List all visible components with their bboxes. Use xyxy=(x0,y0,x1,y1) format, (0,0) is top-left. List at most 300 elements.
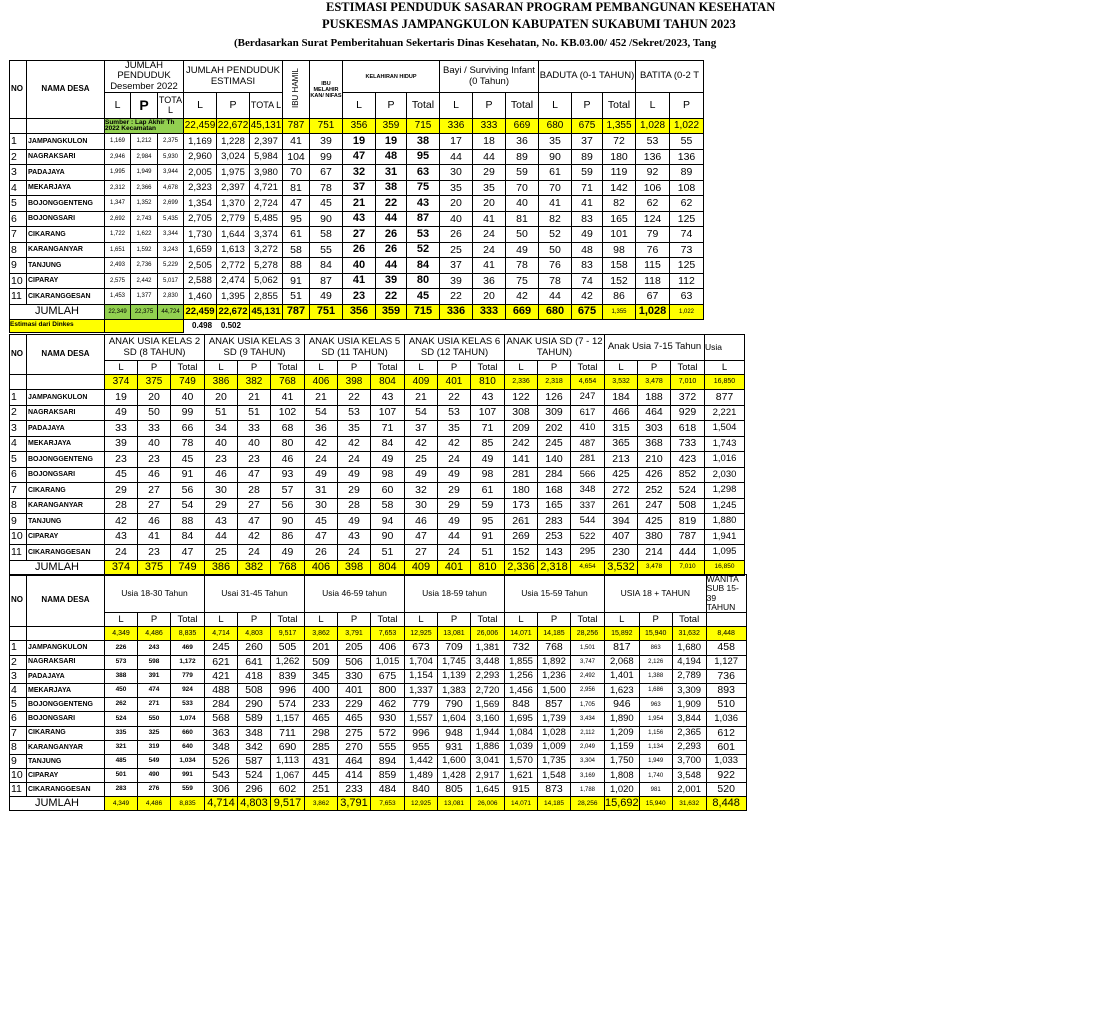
data-cell: 47 xyxy=(343,149,376,165)
data-cell: 308 xyxy=(505,405,538,421)
row-number: 10 xyxy=(10,529,27,545)
data-cell: 368 xyxy=(638,436,671,452)
sub-header: P xyxy=(639,613,672,627)
sub-header: P xyxy=(438,613,471,627)
col-group-4: ANAK USIA SD (7 - 12 TAHUN) xyxy=(505,335,605,361)
row-number: 4 xyxy=(10,180,27,196)
table-row xyxy=(10,405,745,421)
data-cell: 1,909 xyxy=(672,698,706,712)
data-cell: 587 xyxy=(238,754,271,768)
data-cell: 5,435 xyxy=(158,211,184,227)
data-cell: 1,428 xyxy=(438,769,471,783)
data-cell: 47 xyxy=(283,196,310,212)
jumlah-cell: 359 xyxy=(376,304,407,319)
data-cell: 24 xyxy=(473,242,506,258)
data-cell: 550 xyxy=(138,712,171,726)
table-row xyxy=(10,390,745,406)
jumlah-cell: 680 xyxy=(539,304,572,319)
data-cell: 464 xyxy=(338,754,371,768)
data-cell: 90 xyxy=(371,529,405,545)
data-cell: 445 xyxy=(305,769,338,783)
data-cell: 295 xyxy=(571,545,605,561)
sub-total: Total xyxy=(603,93,636,119)
data-cell: 43 xyxy=(338,529,371,545)
sub-l: L xyxy=(105,93,131,119)
col-group-1: ANAK USIA KELAS 3 SD (9 TAHUN) xyxy=(205,335,305,361)
data-cell: 35 xyxy=(539,134,572,150)
col-group-0: Usia 18-30 Tahun xyxy=(105,575,205,613)
sub-p: P xyxy=(670,93,704,119)
row-number: 5 xyxy=(10,452,27,468)
sub-header: L xyxy=(405,361,438,375)
jumlah-cell: 22,459 xyxy=(184,304,217,319)
data-cell: 281 xyxy=(505,467,538,483)
jumlah-cell: 1,355 xyxy=(603,304,636,319)
data-cell: 59 xyxy=(572,165,603,181)
data-cell: 276 xyxy=(138,783,171,797)
desa-name: MEKARJAYA xyxy=(27,436,105,452)
data-cell: 24 xyxy=(105,545,138,561)
data-cell: 251 xyxy=(305,783,338,797)
jumlah-label: JUMLAH xyxy=(10,560,105,575)
sub-header: P xyxy=(138,361,171,375)
data-cell: 5,229 xyxy=(158,258,184,274)
data-cell: 36 xyxy=(305,421,338,437)
data-cell: 1,743 xyxy=(705,436,745,452)
data-cell: 1,740 xyxy=(639,769,672,783)
data-cell: 2,917 xyxy=(471,769,505,783)
data-cell: 24 xyxy=(338,545,371,561)
data-cell: 779 xyxy=(405,698,438,712)
data-cell: 88 xyxy=(283,258,310,274)
data-cell: 1,154 xyxy=(405,669,438,683)
data-cell: 20 xyxy=(205,390,238,406)
data-cell: 283 xyxy=(105,783,138,797)
data-cell: 72 xyxy=(603,134,636,150)
table-row xyxy=(10,655,747,669)
data-cell: 924 xyxy=(171,683,205,697)
data-cell: 2,984 xyxy=(131,149,158,165)
data-cell: 524 xyxy=(105,712,138,726)
data-cell: 3,548 xyxy=(672,769,706,783)
title-line-3: (Berdasarkan Surat Pemberitahuan Sekertaris Dinas Kesehatan, No. KB.03.00/ 452 /Sekret/2023, Tang xyxy=(234,37,717,49)
data-cell: 39 xyxy=(440,273,473,289)
top-total-cell: 4,654 xyxy=(571,375,605,390)
data-cell: 40 xyxy=(138,436,171,452)
data-cell: 43 xyxy=(343,211,376,227)
data-cell: 462 xyxy=(371,698,405,712)
data-cell: 24 xyxy=(305,452,338,468)
data-cell: 233 xyxy=(338,783,371,797)
data-cell: 1,750 xyxy=(605,754,640,768)
data-cell: 20 xyxy=(138,390,171,406)
sub-p: P xyxy=(131,93,158,119)
data-cell: 450 xyxy=(105,683,138,697)
row-number: 9 xyxy=(10,258,27,274)
top-total-cell: 2,336 xyxy=(505,375,538,390)
table-row xyxy=(10,783,747,797)
data-cell: 2,375 xyxy=(158,134,184,150)
data-cell: 30 xyxy=(440,165,473,181)
data-cell: 488 xyxy=(205,683,238,697)
table-row xyxy=(10,180,704,196)
data-cell: 49 xyxy=(471,452,505,468)
data-cell: 30 xyxy=(205,483,238,499)
data-cell: 261 xyxy=(505,514,538,530)
data-cell: 284 xyxy=(538,467,571,483)
top-total-cell: 768 xyxy=(271,375,305,390)
data-cell: 1,212 xyxy=(131,134,158,150)
data-cell: 165 xyxy=(538,498,571,514)
data-cell: 45 xyxy=(407,289,440,305)
data-cell: 290 xyxy=(238,698,271,712)
data-cell: 98 xyxy=(371,467,405,483)
data-cell: 484 xyxy=(371,783,405,797)
data-cell: 1,745 xyxy=(438,655,471,669)
data-cell: 55 xyxy=(310,242,343,258)
data-cell: 2,397 xyxy=(217,180,250,196)
top-total-cell: 386 xyxy=(205,375,238,390)
data-cell: 23 xyxy=(238,452,271,468)
data-cell: 423 xyxy=(671,452,705,468)
data-cell: 981 xyxy=(639,783,672,797)
data-cell: 1,613 xyxy=(217,242,250,258)
table-row xyxy=(10,467,745,483)
data-cell: 44 xyxy=(440,149,473,165)
data-cell: 2,293 xyxy=(471,669,505,683)
data-cell: 33 xyxy=(138,421,171,437)
data-cell: 1,337 xyxy=(405,683,438,697)
row-number: 6 xyxy=(10,467,27,483)
data-cell: 41 xyxy=(473,211,506,227)
table-row xyxy=(10,421,745,437)
data-cell: 5,984 xyxy=(250,149,283,165)
data-cell: 1,886 xyxy=(471,740,505,754)
data-cell: 70 xyxy=(539,180,572,196)
data-cell: 863 xyxy=(639,641,672,655)
data-cell: 915 xyxy=(505,783,538,797)
data-cell: 425 xyxy=(605,467,638,483)
data-cell: 44 xyxy=(473,149,506,165)
jumlah-cell: 409 xyxy=(405,560,438,575)
top-total-cell: 3,862 xyxy=(305,627,338,641)
data-cell: 1,383 xyxy=(438,683,471,697)
data-cell: 28 xyxy=(238,483,271,499)
table-row xyxy=(10,669,747,683)
col-penduduk-estimasi: JUMLAH PENDUDUK ESTIMASI xyxy=(184,61,283,93)
sub-header: P xyxy=(238,613,271,627)
data-cell: 3,374 xyxy=(250,227,283,243)
data-cell: 226 xyxy=(105,641,138,655)
jumlah-cell: 356 xyxy=(343,304,376,319)
data-cell: 271 xyxy=(138,698,171,712)
data-cell: 260 xyxy=(238,641,271,655)
data-cell: 47 xyxy=(238,514,271,530)
data-cell: 21 xyxy=(305,390,338,406)
data-cell: 602 xyxy=(271,783,305,797)
data-cell: 3,944 xyxy=(158,165,184,181)
data-cell: 275 xyxy=(338,726,371,740)
sub-header: Total xyxy=(171,361,205,375)
data-cell: 44 xyxy=(376,211,407,227)
data-cell: 205 xyxy=(338,641,371,655)
data-cell: 372 xyxy=(671,390,705,406)
data-cell: 2,720 xyxy=(471,683,505,697)
data-cell: 2,312 xyxy=(105,180,131,196)
sub-header: Total xyxy=(571,361,605,375)
col-group-6: WANITA SUB 15-39 TAHUN xyxy=(706,575,746,613)
jumlah-cell: 26,006 xyxy=(471,797,505,811)
data-cell: 25 xyxy=(405,452,438,468)
data-cell: 1,036 xyxy=(706,712,746,726)
desa-name: NAGRAKSARI xyxy=(27,405,105,421)
data-cell: 768 xyxy=(538,641,571,655)
jumlah-cell: 22,672 xyxy=(217,304,250,319)
data-cell: 136 xyxy=(636,149,670,165)
col-nama-desa: NAMA DESA xyxy=(27,61,105,119)
data-cell: 779 xyxy=(171,669,205,683)
jumlah-cell: 1,022 xyxy=(670,304,704,319)
sub-header: L xyxy=(605,361,638,375)
data-cell: 90 xyxy=(310,211,343,227)
data-cell: 47 xyxy=(171,545,205,561)
data-cell: 60 xyxy=(371,483,405,499)
data-cell: 76 xyxy=(539,258,572,274)
jumlah-cell: 749 xyxy=(171,560,205,575)
desa-name: BOJONGSARI xyxy=(27,467,105,483)
row-number: 6 xyxy=(10,712,27,726)
data-cell: 2,493 xyxy=(105,258,131,274)
row-number: 11 xyxy=(10,545,27,561)
data-cell: 1,722 xyxy=(105,227,131,243)
data-cell: 67 xyxy=(636,289,670,305)
data-cell: 22 xyxy=(376,289,407,305)
data-cell: 92 xyxy=(636,165,670,181)
table-row xyxy=(10,769,747,783)
data-cell: 337 xyxy=(571,498,605,514)
jumlah-cell: 669 xyxy=(506,304,539,319)
data-cell: 32 xyxy=(405,483,438,499)
data-cell: 51 xyxy=(205,405,238,421)
table-row xyxy=(10,514,745,530)
data-cell: 1,892 xyxy=(538,655,571,669)
jumlah-cell: 16,850 xyxy=(705,560,745,575)
desa-name: CIKARANGGESAN xyxy=(27,545,105,561)
data-cell: 522 xyxy=(571,529,605,545)
top-total-cell: 28,256 xyxy=(571,627,605,641)
row-number: 8 xyxy=(10,740,27,754)
jumlah-cell: 675 xyxy=(572,304,603,319)
data-cell: 41 xyxy=(539,196,572,212)
data-cell: 1,262 xyxy=(271,655,305,669)
data-cell: 1,028 xyxy=(538,726,571,740)
data-cell: 71 xyxy=(471,421,505,437)
data-cell: 3,448 xyxy=(471,655,505,669)
data-cell: 32 xyxy=(343,165,376,181)
row-number: 1 xyxy=(10,390,27,406)
data-cell: 86 xyxy=(271,529,305,545)
data-cell: 5,278 xyxy=(250,258,283,274)
data-cell: 1,735 xyxy=(538,754,571,768)
data-cell: 848 xyxy=(505,698,538,712)
data-cell: 1,622 xyxy=(131,227,158,243)
data-cell: 18 xyxy=(473,134,506,150)
blank xyxy=(27,627,105,641)
data-cell: 508 xyxy=(671,498,705,514)
data-cell: 93 xyxy=(271,467,305,483)
jumlah-cell: 3,478 xyxy=(638,560,671,575)
data-cell: 711 xyxy=(271,726,305,740)
data-cell: 485 xyxy=(105,754,138,768)
data-cell: 1,395 xyxy=(217,289,250,305)
data-cell: 44 xyxy=(205,529,238,545)
data-cell: 229 xyxy=(338,698,371,712)
data-cell: 36 xyxy=(473,273,506,289)
data-cell: 78 xyxy=(310,180,343,196)
sub-total: TOTA L xyxy=(250,93,283,119)
sub-header: L xyxy=(105,613,138,627)
data-cell: 572 xyxy=(371,726,405,740)
data-cell: 42 xyxy=(405,436,438,452)
data-cell: 83 xyxy=(572,258,603,274)
data-cell: 29 xyxy=(105,483,138,499)
data-cell: 1,157 xyxy=(271,712,305,726)
data-cell: 2,366 xyxy=(131,180,158,196)
data-cell: 81 xyxy=(283,180,310,196)
data-cell: 184 xyxy=(605,390,638,406)
data-cell: 673 xyxy=(405,641,438,655)
data-cell: 1,067 xyxy=(271,769,305,783)
data-cell: 877 xyxy=(705,390,745,406)
table-row xyxy=(10,242,704,258)
data-cell: 37 xyxy=(440,258,473,274)
data-cell: 50 xyxy=(506,227,539,243)
data-cell: 58 xyxy=(310,227,343,243)
data-cell: 303 xyxy=(638,421,671,437)
data-cell: 49 xyxy=(271,545,305,561)
blank xyxy=(27,375,105,390)
data-cell: 90 xyxy=(539,149,572,165)
top-total-cell: 401 xyxy=(438,375,471,390)
sub-l: L xyxy=(539,93,572,119)
data-cell: 3,243 xyxy=(158,242,184,258)
data-cell: 49 xyxy=(371,452,405,468)
data-cell: 61 xyxy=(539,165,572,181)
data-cell: 46 xyxy=(138,467,171,483)
data-cell: 3,980 xyxy=(250,165,283,181)
data-cell: 418 xyxy=(238,669,271,683)
top-total-cell: 749 xyxy=(171,375,205,390)
data-cell: 152 xyxy=(505,545,538,561)
jumlah-cell: 13,081 xyxy=(438,797,471,811)
data-cell: 201 xyxy=(305,641,338,655)
data-cell: 1,347 xyxy=(105,196,131,212)
data-cell: 90 xyxy=(271,514,305,530)
data-cell: 929 xyxy=(671,405,705,421)
data-cell: 1,975 xyxy=(217,165,250,181)
data-cell: 425 xyxy=(638,514,671,530)
sub-total: Total xyxy=(407,93,440,119)
data-cell: 321 xyxy=(105,740,138,754)
data-cell: 22 xyxy=(376,196,407,212)
desa-name: TANJUNG xyxy=(27,514,105,530)
data-cell: 1,139 xyxy=(438,669,471,683)
data-cell: 17 xyxy=(440,134,473,150)
data-cell: 298 xyxy=(305,726,338,740)
data-cell: 84 xyxy=(371,436,405,452)
sub-total: Total xyxy=(506,93,539,119)
col-nama-desa: NAMA DESA xyxy=(27,335,105,375)
data-cell: 124 xyxy=(636,211,670,227)
data-cell: 1,169 xyxy=(184,134,217,150)
col-jumlah-penduduk: JUMLAH PENDUDUK Desember 2022 xyxy=(105,61,184,93)
data-cell: 1,009 xyxy=(538,740,571,754)
top-total-cell: 374 xyxy=(105,375,138,390)
data-cell: 45 xyxy=(310,196,343,212)
data-cell: 996 xyxy=(271,683,305,697)
sub-header: Total xyxy=(271,613,305,627)
data-cell: 47 xyxy=(305,529,338,545)
data-cell: 84 xyxy=(310,258,343,274)
row-number: 9 xyxy=(10,754,27,768)
data-cell: 58 xyxy=(283,242,310,258)
data-cell: 465 xyxy=(305,712,338,726)
data-cell: 53 xyxy=(407,227,440,243)
data-cell: 817 xyxy=(605,641,640,655)
source-note: Sumber : Lap Akhir Th 2022 Kecamatan xyxy=(105,119,184,134)
jumlah-cell: 44,724 xyxy=(158,304,184,319)
table-school-children xyxy=(9,334,745,576)
data-cell: 91 xyxy=(171,467,205,483)
desa-name: CIKARANG xyxy=(27,227,105,243)
data-cell: 125 xyxy=(670,211,704,227)
top-total-cell: 7,653 xyxy=(371,627,405,641)
data-cell: 213 xyxy=(605,452,638,468)
data-cell: 31 xyxy=(376,165,407,181)
data-cell: 544 xyxy=(571,514,605,530)
data-cell: 48 xyxy=(376,149,407,165)
data-cell: 2,575 xyxy=(105,273,131,289)
data-cell: 49 xyxy=(305,467,338,483)
data-cell: 1,016 xyxy=(705,452,745,468)
data-cell: 152 xyxy=(603,273,636,289)
data-cell: 284 xyxy=(205,698,238,712)
table-row xyxy=(10,683,747,697)
data-cell: 510 xyxy=(706,698,746,712)
top-total-cell: 7,010 xyxy=(671,375,705,390)
data-cell: 2,724 xyxy=(250,196,283,212)
col-group-3: ANAK USIA KELAS 6 SD (12 TAHUN) xyxy=(405,335,505,361)
jumlah-cell: 715 xyxy=(407,304,440,319)
data-cell: 73 xyxy=(670,242,704,258)
table-row xyxy=(10,754,747,768)
sub-header: P xyxy=(438,361,471,375)
data-cell: 1,015 xyxy=(371,655,405,669)
data-cell: 41 xyxy=(343,273,376,289)
table-row xyxy=(10,483,745,499)
table-row xyxy=(10,273,704,289)
data-cell: 49 xyxy=(338,467,371,483)
sub-header: L xyxy=(105,361,138,375)
sub-header: L xyxy=(305,361,338,375)
top-total-cell: 810 xyxy=(471,375,505,390)
data-cell: 660 xyxy=(171,726,205,740)
data-cell: 89 xyxy=(572,149,603,165)
data-cell: 568 xyxy=(205,712,238,726)
data-cell: 996 xyxy=(405,726,438,740)
jumlah-cell: 2,336 xyxy=(505,560,538,575)
data-cell: 1,039 xyxy=(505,740,538,754)
